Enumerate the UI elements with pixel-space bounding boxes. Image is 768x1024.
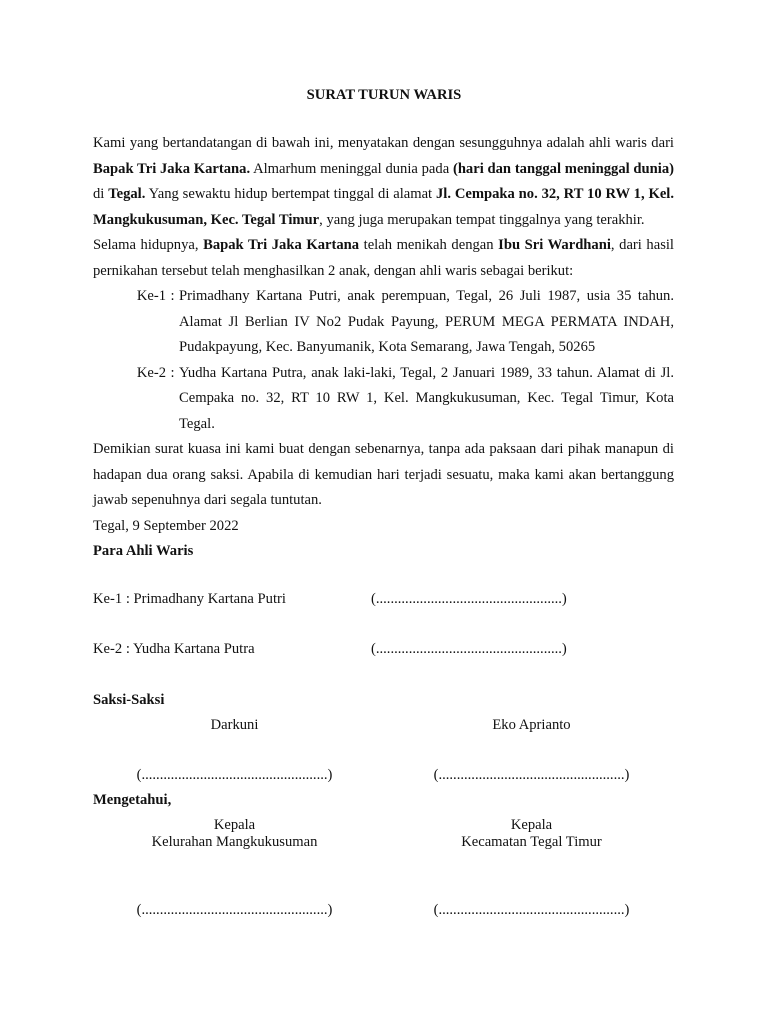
heir-separator: : — [170, 288, 175, 304]
heir-signature-label-2: Ke-2 : Yudha Kartana Putra — [93, 641, 255, 657]
official-signature-blank-2: (...................................................) — [433, 902, 630, 918]
heir-separator: : — [170, 364, 175, 381]
text: Kami yang bertandatangan di bawah ini, menyatakan dengan sesungguhnya adalah ahli waris dari — [93, 135, 674, 151]
witness-signature-blank-2: (...................................................) — [433, 767, 630, 783]
heir-signature-blank-2: (...................................................) — [371, 641, 567, 657]
text: Yang sewaktu hidup bertempat tinggal di alamat — [145, 186, 436, 202]
paragraph-opening — [93, 131, 674, 233]
witness-signature-blank-1: (...................................................) — [136, 767, 333, 783]
heir-label: Ke-1 — [136, 288, 166, 304]
text: telah menikah dengan — [359, 237, 499, 253]
heir-details: Primadhany Kartana Putri, anak perempuan, Tegal, 26 Juli 1987, usia 35 tahun. Alamat Jl Berlian IV No2 Pudak Payung, PERUM MEGA PERMATA INDAH, Pudakpayung, Kec. Banyumanik, Kota Semarang, Jawa Tengah, 50265 — [179, 288, 674, 355]
heir-signature-blank-1: (...................................................) — [371, 591, 567, 607]
deceased-name: Bapak Tri Jaka Kartana. — [93, 160, 251, 177]
official-title-1: Kepala — [213, 817, 256, 833]
date-line: Tegal, 9 September 2022 — [93, 517, 239, 534]
text: , yang juga merupakan tempat tinggalnya yang terakhir. — [319, 211, 645, 228]
witnesses-heading: Saksi-Saksi — [93, 692, 165, 708]
deceased-name: Bapak Tri Jaka Kartana — [203, 237, 360, 253]
heir-item-1 — [93, 284, 674, 361]
heir-item-2 — [93, 361, 674, 438]
document-title: SURAT TURUN WARIS — [306, 87, 462, 103]
official-office-2: Kecamatan Tegal Timur — [461, 834, 602, 850]
paragraph-marriage — [93, 233, 674, 284]
acknowledged-heading: Mengetahui, — [93, 792, 172, 808]
death-date-placeholder: (hari dan tanggal meninggal dunia) — [452, 160, 674, 177]
heirs-heading: Para Ahli Waris — [93, 543, 194, 559]
text: Almarhum meninggal dunia pada — [250, 160, 453, 177]
official-title-2: Kepala — [510, 817, 553, 833]
deceased-address: Jl. Cempaka no. 32, RT 10 RW 1, Kel. Mangkukusuman, Kec. Tegal Timur — [93, 186, 674, 228]
heir-label: Ke-2 — [136, 364, 166, 381]
official-signature-blank-1: (...................................................) — [136, 902, 333, 918]
text: Selama hidupnya, — [93, 237, 204, 253]
heir-signature-label-1: Ke-1 : Primadhany Kartana Putri — [93, 591, 286, 607]
official-office-1: Kelurahan Mangkukusuman — [151, 834, 318, 850]
document-body — [93, 131, 674, 565]
text: , dari hasil pernikahan tersebut telah menghasilkan 2 anak, dengan ahli waris sebagai berikut: — [93, 237, 674, 279]
death-place: Tegal. — [108, 186, 146, 202]
witness-name-1: Darkuni — [210, 717, 259, 733]
text: di — [93, 186, 109, 202]
heir-details: Yudha Kartana Putra, anak laki-laki, Tegal, 2 Januari 1989, 33 tahun. Alamat di Jl. Cempaka no. 32, RT 10 RW 1, Kel. Mangkukusuman, Kec. Tegal Timur, Kota Tegal. — [179, 364, 674, 432]
witness-name-2: Eko Aprianto — [492, 717, 571, 733]
spouse-name: Ibu Sri Wardhani — [498, 237, 611, 253]
paragraph-closing: Demikian surat kuasa ini kami buat dengan sebenarnya, tanpa ada paksaan dari pihak manapun di hadapan dua orang saksi. Apabila di kemudian hari terjadi sesuatu, maka kami akan bertanggung jawab sepenuhnya dari segala tuntutan. — [93, 441, 674, 508]
